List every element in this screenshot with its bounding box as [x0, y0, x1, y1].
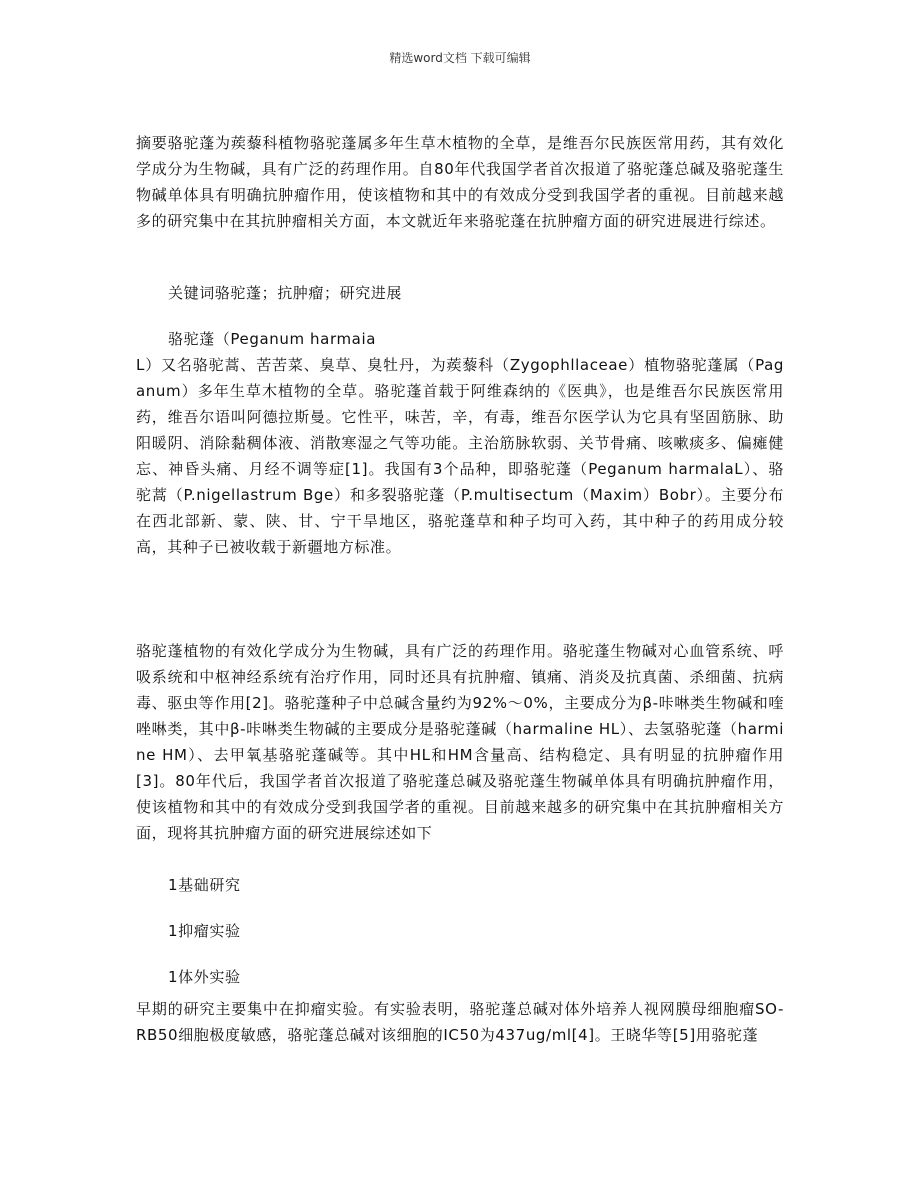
main-paragraph: 骆驼蓬植物的有效化学成分为生物碱，具有广泛的药理作用。骆驼蓬生物碱对心血管系统、呼吸系统和中枢神经系统有治疗作用，同时还具有抗肿瘤、镇痛、消炎及抗真菌、杀细菌、抗病毒、驱虫等作用[2]。骆驼蓬种子中总碱含量约为92%～0%，主要成分为β-咔啉类生物碱和喹唑啉类，其中β-咔啉类生物碱的主要成分是骆驼蓬碱（harmaline HL）、去氢骆驼蓬（harmine HM）、去甲氧基骆驼蓬碱等。其中HL和HM含量高、结构稳定、具有明显的抗肿瘤作用[3]。80年代后，我国学者首次报道了骆驼蓬总碱及骆驼蓬生物碱单体具有明确抗肿瘤作用，使该植物和其中的有效成分受到我国学者的重视。目前越来越多的研究集中在其抗肿瘤相关方面，现将其抗肿瘤方面的研究进展综述如下: [136, 642, 784, 842]
intro-first-line: 骆驼蓬（Peganum harmaia: [168, 330, 377, 348]
section-heading-in-vitro: 1体外实验: [168, 968, 241, 986]
experiment-paragraph: 早期的研究主要集中在抑瘤实验。有实验表明，骆驼蓬总碱对体外培养人视网膜母细胞瘤SO-RB50细胞极度敏感，骆驼蓬总碱对该细胞的IC50为437ug/ml[4]。王晓华等[5]用骆驼蓬: [136, 1000, 784, 1044]
page-header: 精选word文档 下载可编辑: [389, 51, 531, 65]
section-heading-basic-research: 1基础研究: [168, 876, 241, 894]
keywords-line: 关键词骆驼蓬；抗肿瘤；研究进展: [168, 284, 403, 302]
paragraph-spacer: [136, 586, 784, 638]
abstract-paragraph: 摘要骆驼蓬为蒺藜科植物骆驼蓬属多年生草木植物的全草，是维吾尔民族医常用药，其有效化学成分为生物碱，具有广泛的药理作用。自80年代我国学者首次报道了骆驼蓬总碱及骆驼蓬生物碱单体具有明确抗肿瘤作用，使该植物和其中的有效成分受到我国学者的重视。目前越来越多的研究集中在其抗肿瘤相关方面，本文就近年来骆驼蓬在抗肿瘤方面的研究进展进行综述。: [136, 134, 784, 230]
document-body: [136, 130, 784, 1048]
section-heading-tumor-inhibition: 1抑瘤实验: [168, 922, 241, 940]
intro-paragraph: L）又名骆驼蒿、苦苦菜、臭草、臭牡丹，为蒺藜科（Zygophllaceae）植物骆驼蓬属（Paganum）多年生草木植物的全草。骆驼蓬首载于阿维森纳的《医典》，也是维吾尔民族医常用药，维吾尔语叫阿德拉斯曼。它性平，味苦，辛，有毒，维吾尔医学认为它具有坚固筋脉、助阳暖阴、消除黏稠体液、消散寒湿之气等功能。主治筋脉软弱、关节骨痛、咳嗽痰多、偏瘫健忘、神昏头痛、月经不调等症[1]。我国有3个品种，即骆驼蓬（Peganum harmalaL）、骆驼蒿（P.nigellastrum Bge）和多裂骆驼蓬（P.multisectum（Maxim）Bobr）。主要分布在西北部新、蒙、陕、甘、宁干旱地区，骆驼蓬草和种子均可入药，其中种子的药用成分较高，其种子已被收载于新疆地方标准。: [136, 356, 784, 556]
